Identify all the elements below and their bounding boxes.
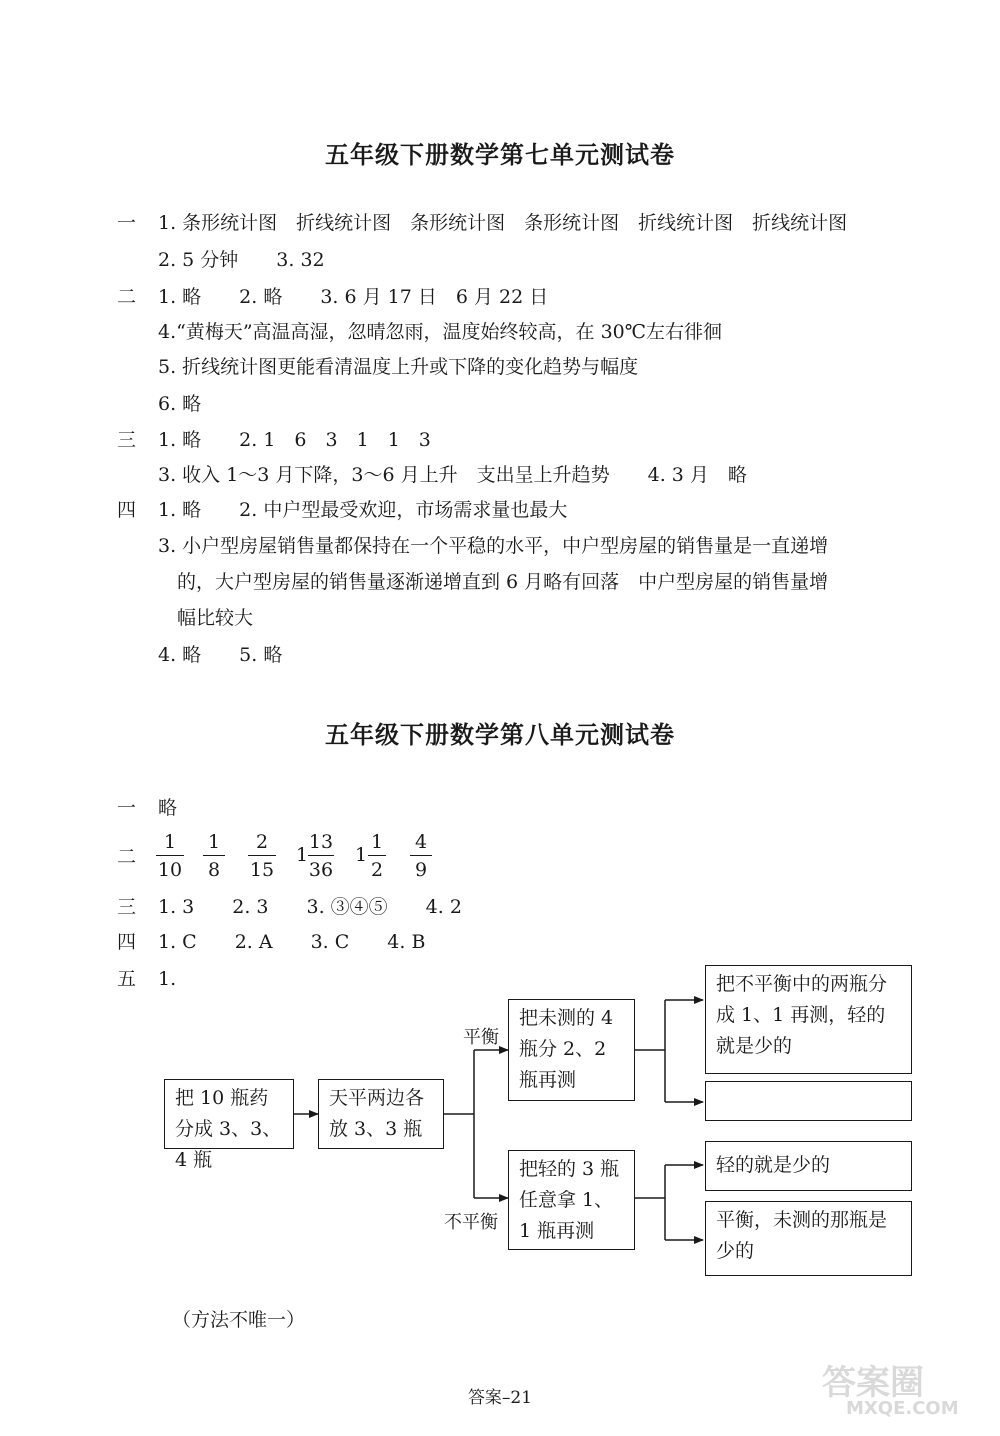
u8-s3-text: 1. 3 2. 3 3. ③④⑤ 4. 2 bbox=[158, 896, 462, 918]
fraction-3-numerator: 2 bbox=[255, 831, 269, 853]
u7-s1-line2: 2. 5 分钟 3. 32 bbox=[158, 249, 325, 271]
u7-s4-line3: 的，大户型房屋的销售量逐渐递增直到 6 月略有回落 中户型房屋的销售量增 bbox=[177, 571, 829, 593]
label-unbalance: 不平衡 bbox=[444, 1212, 498, 1233]
fraction-4-denominator: 36 bbox=[308, 859, 334, 881]
flow-box-empty bbox=[705, 1081, 912, 1121]
flow-box-light-3: 把轻的 3 瓶任意拿 1、1 瓶再测 bbox=[508, 1150, 635, 1250]
fraction-6-denominator: 9 bbox=[414, 859, 428, 881]
u8-s4-mark: 四 bbox=[117, 931, 137, 953]
fraction-6-numerator: 4 bbox=[414, 831, 428, 853]
u8-s4-text: 1. C 2. A 3. C 4. B bbox=[158, 931, 426, 953]
u7-s4-line2: 3. 小户型房屋销售量都保持在一个平稳的水平，中户型房屋的销售量是一直递增 bbox=[158, 535, 829, 557]
u7-s2-line1: 1. 略 2. 略 3. 6 月 17 日 6 月 22 日 bbox=[158, 286, 549, 308]
watermark-logo: 答案圈 bbox=[822, 1363, 924, 1403]
mixed-2-whole: 1 bbox=[355, 844, 368, 866]
u7-s3-line1: 1. 略 2. 1 6 3 1 1 3 bbox=[158, 429, 431, 451]
u7-s1-line1: 1. 条形统计图 折线统计图 条形统计图 条形统计图 折线统计图 折线统计图 bbox=[158, 212, 848, 234]
unit7-title: 五年级下册数学第七单元测试卷 bbox=[325, 141, 675, 169]
u8-s5-text: 1. bbox=[158, 968, 177, 990]
u7-s2-line4: 6. 略 bbox=[158, 393, 202, 415]
u8-s2-mark: 二 bbox=[117, 846, 137, 868]
flow-box-untested-4: 把未测的 4 瓶分 2、2 瓶再测 bbox=[508, 999, 635, 1101]
u8-s1-text: 略 bbox=[158, 797, 178, 819]
flow-box-divide-10: 把 10 瓶药分成 3、3、4 瓶 bbox=[164, 1079, 294, 1149]
fraction-1-numerator: 1 bbox=[163, 831, 177, 853]
page-number: 答案–21 bbox=[467, 1388, 533, 1408]
fraction-2-numerator: 1 bbox=[207, 831, 221, 853]
flow-box-lighter-is-less: 轻的就是少的 bbox=[705, 1141, 912, 1191]
label-balance: 平衡 bbox=[463, 1027, 499, 1048]
fraction-2-denominator: 8 bbox=[207, 859, 221, 881]
fraction-5-numerator: 1 bbox=[370, 831, 384, 853]
fraction-3-denominator: 15 bbox=[249, 859, 275, 881]
fraction-5-denominator: 2 bbox=[370, 859, 384, 881]
u7-s4-mark: 四 bbox=[117, 499, 137, 521]
flow-box-unbalanced-pair: 把不平衡中的两瓶分成 1、1 再测，轻的就是少的 bbox=[705, 965, 912, 1074]
u7-s2-line2: 4.“黄梅天”高温高湿，忽晴忽雨，温度始终较高，在 30℃左右徘徊 bbox=[158, 321, 723, 343]
u7-s2-line3: 5. 折线统计图更能看清温度上升或下降的变化趋势与幅度 bbox=[158, 356, 639, 378]
u7-s4-line1: 1. 略 2. 中户型最受欢迎，市场需求量也最大 bbox=[158, 499, 568, 521]
mixed-1-whole: 1 bbox=[296, 844, 309, 866]
u8-s5-mark: 五 bbox=[117, 968, 137, 990]
u8-s1-mark: 一 bbox=[117, 797, 137, 819]
u7-s4-line5: 4. 略 5. 略 bbox=[158, 644, 283, 666]
flow-box-weigh-3-3: 天平两边各放 3、3 瓶 bbox=[318, 1079, 444, 1149]
fraction-4-numerator: 13 bbox=[308, 831, 334, 853]
flow-box-balanced-untested: 平衡，未测的那瓶是少的 bbox=[705, 1201, 912, 1276]
watermark-site: MXQE.COM bbox=[846, 1398, 959, 1419]
u7-s3-line2: 3. 收入 1～3 月下降，3～6 月上升 支出呈上升趋势 4. 3 月 略 bbox=[158, 464, 747, 486]
u7-s3-mark: 三 bbox=[117, 429, 137, 451]
u7-s4-line4: 幅比较大 bbox=[177, 607, 254, 629]
u8-s3-mark: 三 bbox=[117, 896, 137, 918]
unit8-title: 五年级下册数学第八单元测试卷 bbox=[325, 721, 675, 749]
u7-s2-mark: 二 bbox=[117, 286, 137, 308]
fraction-1-denominator: 10 bbox=[157, 859, 183, 881]
u7-s1-mark: 一 bbox=[117, 212, 137, 234]
method-note: （方法不唯一） bbox=[172, 1309, 306, 1331]
